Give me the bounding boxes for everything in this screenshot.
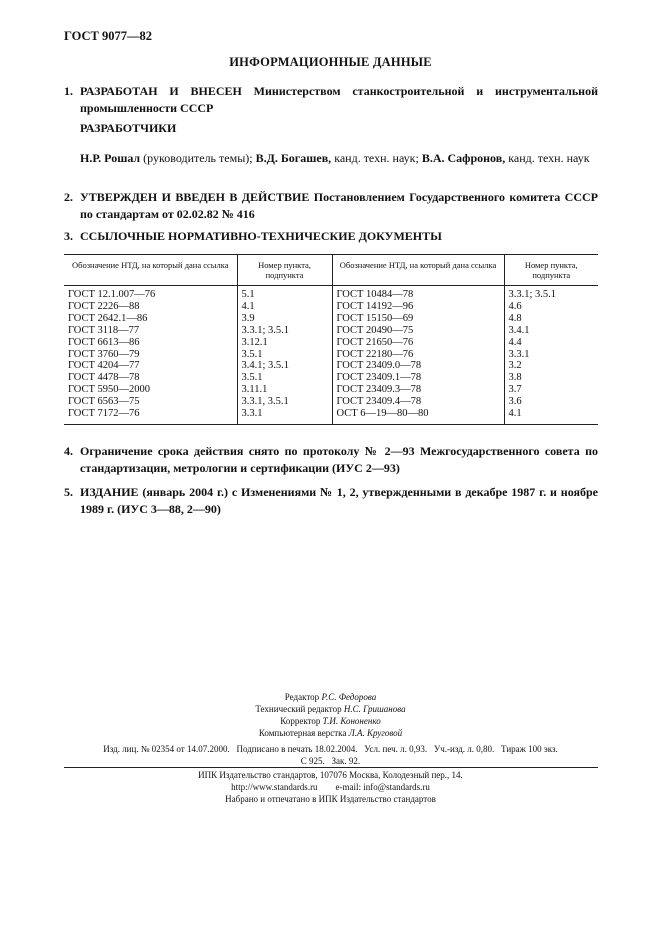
item-cell: 3.3.1; 3.5.1 [508, 289, 557, 300]
document-cell: ГОСТ 3760—79 [64, 349, 237, 361]
item-cell: 3.9 [237, 313, 332, 325]
divider [64, 767, 598, 768]
item-cell: 3.4.1; 3.5.1 [237, 360, 332, 372]
document-cell: ГОСТ 2642.1—86 [64, 313, 237, 325]
item-cell: 3.8 [508, 372, 522, 384]
corrector-line [0, 715, 661, 727]
document-cell: ГОСТ 3118—77 [64, 325, 237, 337]
developer-name: В.Д. Богашев, [255, 151, 332, 165]
imprint-credits [0, 691, 661, 739]
item-cell: 3.7 [508, 384, 522, 396]
corrector-label: Корректор [280, 716, 321, 726]
item-cell: 3.3.1; 3.5.1 [237, 325, 332, 337]
document-cell: ГОСТ 20490—75 [332, 325, 504, 337]
document-cell: ГОСТ 2226—88 [64, 301, 237, 313]
item-cell: 4.4 [508, 336, 522, 348]
column-header-document: Обозначение НТД, на который дана ссылка [332, 255, 504, 286]
print-details [0, 743, 661, 767]
section-3-number: 3. [64, 229, 73, 243]
document-cell: ГОСТ 6563—75 [64, 396, 237, 408]
item-cell: 4.1 [508, 408, 522, 420]
table-row [64, 360, 598, 372]
document-cell: ГОСТ 5950—2000 [64, 384, 237, 396]
developer-role: (руководитель темы); [143, 151, 253, 165]
section-5-number: 5. [64, 485, 73, 499]
section-1-body [80, 83, 598, 117]
table-row [64, 313, 598, 325]
table-row [64, 372, 598, 384]
section-2-text: Постановлением Государственного комитета СССР по стандартам от 02.02.82 № 416 [80, 190, 598, 221]
table-row [64, 349, 598, 361]
column-header-item: Номер пункта, подпункта [237, 255, 332, 286]
document-cell: ГОСТ 23409.3—78 [332, 384, 504, 396]
item-cell: 4.6 [508, 300, 522, 312]
document-cell: ГОСТ 10484—78 [332, 286, 504, 301]
editor-label: Редактор [284, 692, 320, 702]
table-row [64, 325, 598, 337]
table-row [64, 384, 598, 396]
item-cell: 3.11.1 [237, 384, 332, 396]
item-cell: 3.3.1, 3.5.1 [237, 396, 332, 408]
section-3-caps: ССЫЛОЧНЫЕ НОРМАТИВНО-ТЕХНИЧЕСКИЕ ДОКУМЕНТЫ [80, 229, 442, 243]
document-cell: ГОСТ 23409.4—78 [332, 396, 504, 408]
print-details-line-2: С 925. Зак. 92. [300, 756, 361, 766]
table-header-row [64, 255, 598, 286]
document-cell: ГОСТ 22180—76 [332, 349, 504, 361]
column-header-item: Номер пункта, подпункта [504, 255, 598, 286]
section-1-caps: РАЗРАБОТАН И ВНЕСЕН [80, 84, 242, 98]
section-4-text: Ограничение срока действия снято по протоколу № 2—93 Межгосударственного совета по стандартизации, метрологии и сертификации (ИУС 2—93) [80, 444, 598, 475]
table-row [64, 301, 598, 313]
item-cell: 3.12.1 [237, 337, 332, 349]
document-cell: ГОСТ 6613—86 [64, 337, 237, 349]
item-cell: 4.1 [237, 301, 332, 313]
tech-editor-line [0, 703, 661, 715]
document-header: ГОСТ 9077—82 [64, 29, 153, 43]
layout-name: Л.А. Круговой [348, 728, 403, 738]
section-2-caps: УТВЕРЖДЕН И ВВЕДЕН В ДЕЙСТВИЕ [80, 190, 310, 204]
publisher-info [0, 769, 661, 805]
editor-name: Р.С. Федорова [321, 692, 377, 702]
item-cell: 4.8 [508, 312, 522, 324]
document-cell: ГОСТ 21650—76 [332, 337, 504, 349]
item-cell: 3.3.1 [237, 408, 332, 424]
page-title: ИНФОРМАЦИОННЫЕ ДАННЫЕ [229, 55, 432, 69]
document-cell: ГОСТ 4478—78 [64, 372, 237, 384]
publisher-printed: Набрано и отпечатано в ИПК Издательство стандартов [225, 794, 436, 804]
tech-editor-name: Н.С. Гришанова [343, 704, 406, 714]
developers-list [80, 150, 598, 167]
table-row [64, 408, 598, 424]
section-3-body [80, 228, 598, 245]
developer-name: В.А. Сафронов, [421, 151, 506, 165]
item-cell: 3.2 [508, 360, 522, 372]
table-row [64, 337, 598, 349]
item-cell: 3.5.1 [237, 372, 332, 384]
tech-editor-label: Технический редактор [255, 704, 342, 714]
section-5-text: ИЗДАНИЕ (январь 2004 г.) с Изменениями № 1, 2, утвержденными в декабре 1987 г. и ноябре 1989 г. (ИУС 3—88, 2—90) [80, 485, 598, 516]
document-cell: ГОСТ 4204—77 [64, 360, 237, 372]
developers-heading: РАЗРАБОТЧИКИ [80, 121, 177, 135]
print-details-line-1: Изд. лиц. № 02354 от 14.07.2000. Подписано в печать 18.02.2004. Усл. печ. л. 0,93. Уч.-изд. л. 0,80. Тираж 100 экз. [103, 744, 558, 754]
section-1-number: 1. [64, 84, 73, 98]
developer-role: канд. техн. наук; [334, 151, 419, 165]
developer-role: канд. техн. наук [508, 151, 590, 165]
item-cell: 3.3.1 [508, 348, 530, 360]
section-1-text: Министерством станкостроительной и инструментальной промышленности СССР [80, 84, 599, 115]
document-cell: ГОСТ 23409.0—78 [332, 360, 504, 372]
section-4-number: 4. [64, 444, 73, 458]
document-cell: ГОСТ 12.1.007—76 [64, 286, 237, 301]
section-2-body [80, 189, 598, 223]
editor-line [0, 691, 661, 703]
publisher-contacts: http://www.standards.ru e-mail: info@standards.ru [231, 782, 430, 792]
document-cell: ГОСТ 14192—96 [332, 301, 504, 313]
column-header-document: Обозначение НТД, на который дана ссылка [64, 255, 237, 286]
item-cell: 5.1 [237, 286, 332, 301]
corrector-name: Т.И. Кононенко [322, 716, 381, 726]
section-2-number: 2. [64, 190, 73, 204]
item-cell: 3.5.1 [237, 349, 332, 361]
item-cell: 3.6 [508, 396, 522, 408]
document-cell: ГОСТ 7172—76 [64, 408, 237, 424]
layout-line [0, 727, 661, 739]
document-cell: ОСТ 6—19—80—80 [332, 408, 504, 424]
table-row [64, 286, 598, 301]
publisher-address: ИПК Издательство стандартов, 107076 Москва, Колодезный пер., 14. [198, 770, 463, 780]
document-cell: ГОСТ 15150—69 [332, 313, 504, 325]
developer-name: Н.Р. Рошал [80, 151, 141, 165]
references-table [64, 254, 598, 425]
table-row [64, 396, 598, 408]
layout-label: Компьютерная верстка [258, 728, 347, 738]
item-cell: 3.4.1 [508, 324, 530, 336]
document-cell: ГОСТ 23409.1—78 [332, 372, 504, 384]
